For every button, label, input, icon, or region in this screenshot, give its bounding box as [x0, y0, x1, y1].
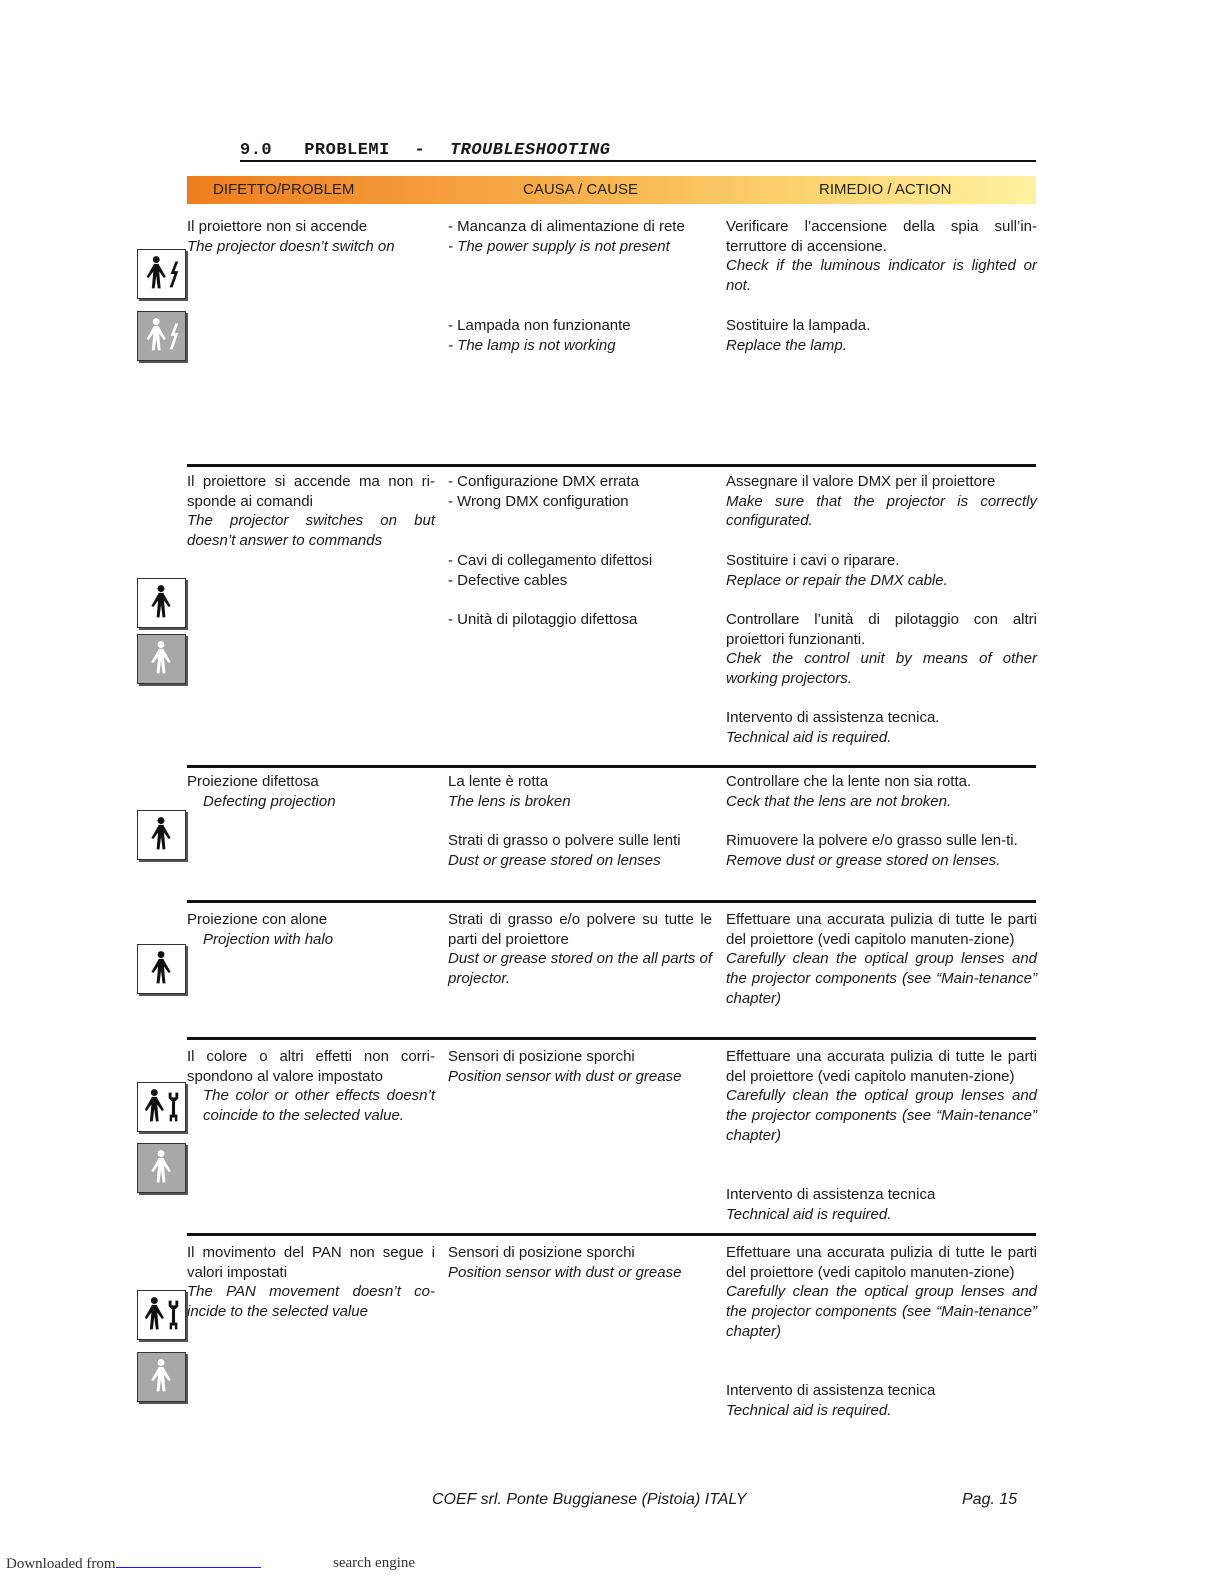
row1-cause-2: - Lampada non funzionante - The lamp is not working: [448, 317, 631, 354]
technician-icon: [137, 1143, 186, 1193]
row3-action-2: Rimuovere la polvere e/o grasso sulle len-ti. Remove dust or grease stored on lenses.: [726, 832, 1018, 869]
row2-action-3: Controllare l’unità di pilotaggio con altri proiettori funzionanti. Chek the control unit by means of other working projectors.: [726, 611, 1037, 688]
row2-cause-1: - Configurazione DMX errata - Wrong DMX configuration: [448, 473, 639, 510]
header-problem: DIFETTO/PROBLEM: [213, 181, 355, 198]
header-cause: CAUSA / CAUSE: [523, 181, 639, 198]
row-divider: [187, 900, 1036, 903]
section-title: [240, 141, 610, 160]
row2-action-4: Intervento di assistenza tecnica. Technical aid is required.: [726, 709, 940, 746]
row6-action-2: Intervento di assistenza tecnica Technical aid is required.: [726, 1382, 936, 1419]
download-prefix: Downloaded from: [6, 1556, 116, 1572]
row2-action-2: Sostituire i cavi o riparare. Replace or repair the DMX cable.: [726, 552, 948, 589]
technician-lightning-icon: [137, 311, 186, 361]
person-icon: [137, 944, 186, 994]
row1-problem: Il proiettore non si accende The projector doesn’t switch on: [187, 218, 395, 255]
footer-company: COEF srl. Ponte Buggianese (Pistoia) ITALY: [432, 1491, 747, 1508]
person-icon: [137, 810, 186, 860]
row1-cause-1: - Mancanza di alimentazione di rete - The power supply is not present: [448, 218, 685, 255]
row5-cause-1: Sensori di posizione sporchi Position sensor with dust or grease: [448, 1048, 682, 1085]
row3-cause-2: Strati di grasso o polvere sulle lenti Dust or grease stored on lenses: [448, 832, 681, 869]
row4-cause-1: Strati di grasso e/o polvere su tutte le parti del proiettore Dust or grease stored on the all parts of projector.: [448, 911, 712, 988]
row2-problem: Il proiettore si accende ma non ri-sponde ai comandi The projector switches on but doesn’t answer to commands: [187, 473, 435, 550]
person-wrench-icon: [137, 1082, 186, 1132]
row2-cause-2: - Cavi di collegamento difettosi - Defective cables: [448, 552, 653, 589]
person-lightning-icon: [137, 249, 186, 299]
row-divider: [187, 1037, 1036, 1040]
row-divider: [187, 464, 1036, 467]
section-number: 9.0: [240, 141, 273, 160]
row6-cause-1: Sensori di posizione sporchi Position sensor with dust or grease: [448, 1244, 682, 1281]
page-number: Pag. 15: [962, 1491, 1018, 1508]
download-notice: [6, 1555, 416, 1573]
technician-icon: [137, 634, 186, 684]
section-title-it: PROBLEMI: [304, 141, 390, 160]
row3-cause-1: La lente è rotta The lens is broken: [448, 773, 571, 810]
row3-action-1: Controllare che la lente non sia rotta. Ceck that the lens are not broken.: [726, 773, 972, 810]
person-icon: [137, 578, 186, 628]
row1-action-1: Verificare l’accensione della spia sull’in-terruttore di accensione. Check if the luminous indicator is lighted or not.: [726, 218, 1037, 295]
download-suffix: search engine: [333, 1555, 416, 1571]
header-action: RIMEDIO / ACTION: [819, 181, 952, 198]
row-divider: [187, 765, 1036, 768]
row2-action-1: Assegnare il valore DMX per il proiettore Make sure that the projector is correctly configurated.: [726, 473, 1037, 530]
title-separator: -: [414, 141, 426, 160]
row-divider: [187, 1233, 1036, 1236]
row4-problem: Proiezione con alone Projection with halo: [187, 911, 334, 948]
download-link[interactable]: [116, 1555, 261, 1568]
row6-action-1: Effettuare una accurata pulizia di tutte le parti del proiettore (vedi capitolo manuten-zione) Carefully clean the optical group lenses and the projector components (see “Main-tenance” chapter): [726, 1244, 1037, 1340]
row5-problem: Il colore o altri effetti non corri-spondono al valore impostato The color or other effects doesn’t coincide to the selected value.: [187, 1048, 435, 1125]
row5-action-1: Effettuare una accurata pulizia di tutte le parti del proiettore (vedi capitolo manuten-zione) Carefully clean the optical group lenses and the projector components (see “Main-tenance” chapter): [726, 1048, 1037, 1144]
row3-problem: Proiezione difettosa Defecting projection: [187, 773, 336, 810]
person-wrench-icon: [137, 1290, 186, 1340]
section-title-en: TROUBLESHOOTING: [449, 141, 611, 160]
table-header: [187, 176, 1036, 204]
row5-action-2: Intervento di assistenza tecnica Technical aid is required.: [726, 1186, 936, 1223]
row2-cause-3: - Unità di pilotaggio difettosa: [448, 611, 638, 628]
row1-action-2: Sostituire la lampada. Replace the lamp.: [726, 317, 871, 354]
row4-action-1: Effettuare una accurata pulizia di tutte le parti del proiettore (vedi capitolo manuten-zione) Carefully clean the optical group lenses and the projector components (see “Main-tenance” chapter): [726, 911, 1037, 1007]
row6-problem: Il movimento del PAN non segue i valori impostati The PAN movement doesn’t co-incide to the selected value: [187, 1244, 435, 1321]
title-underline: [240, 160, 1036, 162]
technician-icon: [137, 1352, 186, 1402]
